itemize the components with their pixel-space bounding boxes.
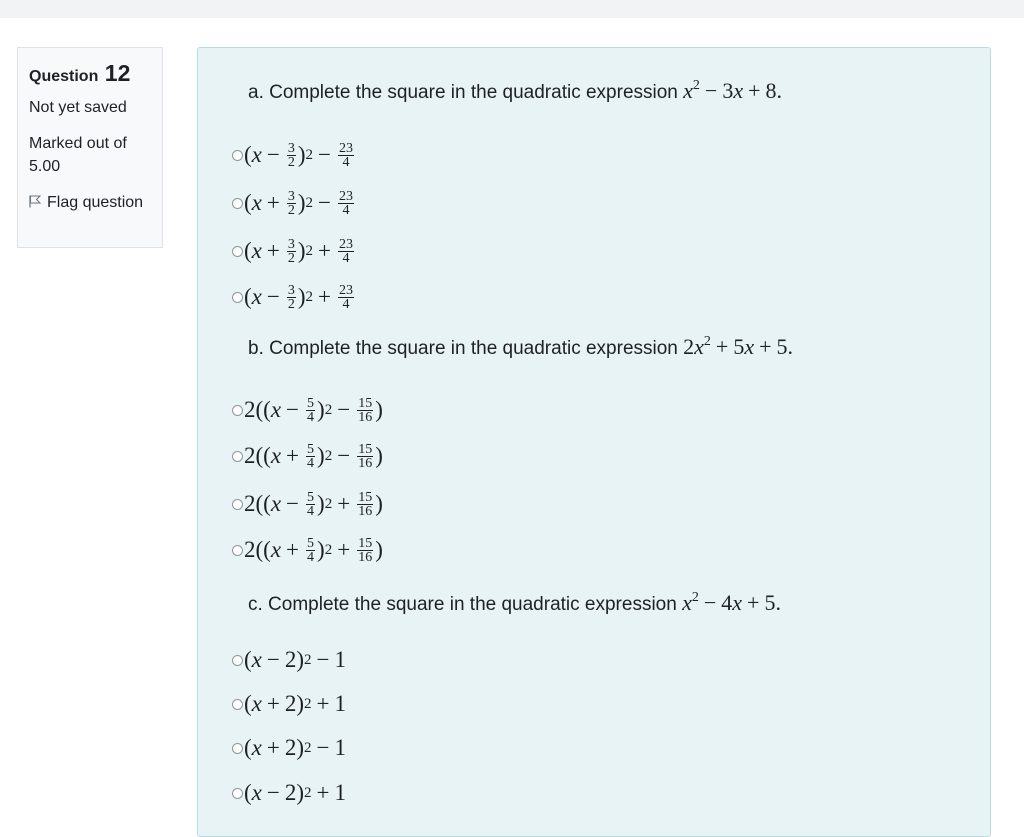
question-grade: Marked out of 5.00 <box>29 135 127 175</box>
part-c-expression: $x^2 - 4x + 5$. <box>682 590 781 615</box>
part-a-prompt <box>248 78 782 104</box>
option-math: ( x + $\frac{3}{2}$ ) 2 + $\frac{23}{4}$ <box>244 236 354 266</box>
part-b-prompt-text: b. Complete the square in the quadratic expression <box>248 338 678 359</box>
radio-button[interactable] <box>232 198 243 209</box>
flag-icon <box>29 195 41 208</box>
part-c-option-4[interactable] <box>232 777 346 809</box>
question-state: Not yet saved <box>29 99 127 116</box>
part-a-option-4[interactable] <box>232 281 356 313</box>
option-math: ( x + 2) 2 + 1 <box>244 691 347 716</box>
part-a-option-1[interactable] <box>232 139 356 171</box>
option-math: 2(( x + $\frac{5}{4}$ ) 2 − $\frac{15}{16}$ ) <box>244 441 383 471</box>
radio-button[interactable] <box>232 150 243 161</box>
part-c-option-3[interactable] <box>232 732 346 764</box>
radio-button[interactable] <box>232 743 243 754</box>
option-math: 2(( x − $\frac{5}{4}$ ) 2 + $\frac{15}{16}$ ) <box>244 489 383 519</box>
question-content <box>197 47 991 837</box>
option-math: ( x − 2) 2 + 1 <box>244 780 347 805</box>
radio-button[interactable] <box>232 246 243 257</box>
part-c-option-1[interactable] <box>232 644 346 676</box>
flag-label: Flag question <box>47 194 144 211</box>
question-heading <box>29 60 152 87</box>
question-label: Question <box>29 68 99 85</box>
part-c-prompt <box>248 590 781 616</box>
option-math: 2(( x − $\frac{5}{4}$ ) 2 − $\frac{15}{16}$ ) <box>244 395 383 425</box>
option-math: 2(( x + $\frac{5}{4}$ ) 2 + $\frac{15}{16}$ ) <box>244 535 383 565</box>
radio-button[interactable] <box>232 292 243 303</box>
option-math: ( x + $\frac{3}{2}$ ) 2 − $\frac{23}{4}$ <box>244 188 354 218</box>
part-c-option-2[interactable] <box>232 688 346 720</box>
radio-button[interactable] <box>232 451 243 462</box>
part-a-expression: $x^2 - 3x + 8$. <box>683 78 783 103</box>
option-math: ( x + 2) 2 − 1 <box>244 735 347 760</box>
part-b-option-2[interactable] <box>232 440 383 472</box>
option-math: ( x − $\frac{3}{2}$ ) 2 − $\frac{23}{4}$ <box>244 140 354 170</box>
option-math: ( x − $\frac{3}{2}$ ) 2 + $\frac{23}{4}$ <box>244 282 354 312</box>
part-b-option-3[interactable] <box>232 488 383 520</box>
option-math: ( x − 2) 2 − 1 <box>244 647 347 672</box>
part-b-option-1[interactable] <box>232 394 383 426</box>
part-c-prompt-text: c. Complete the square in the quadratic expression <box>248 594 677 615</box>
flag-question-button[interactable] <box>29 191 152 215</box>
part-b-option-4[interactable] <box>232 534 383 566</box>
question-info <box>17 47 163 248</box>
radio-button[interactable] <box>232 699 243 710</box>
radio-button[interactable] <box>232 545 243 556</box>
part-a-option-2[interactable] <box>232 187 356 219</box>
part-a-option-3[interactable] <box>232 235 356 267</box>
radio-button[interactable] <box>232 405 243 416</box>
question-number: 12 <box>104 60 131 86</box>
part-a-prompt-text: a. Complete the square in the quadratic expression <box>248 82 678 103</box>
radio-button[interactable] <box>232 788 243 799</box>
radio-button[interactable] <box>232 655 243 666</box>
radio-button[interactable] <box>232 499 243 510</box>
part-b-prompt <box>248 334 793 360</box>
part-b-expression: $2x^2 + 5x + 5$. <box>683 334 794 359</box>
